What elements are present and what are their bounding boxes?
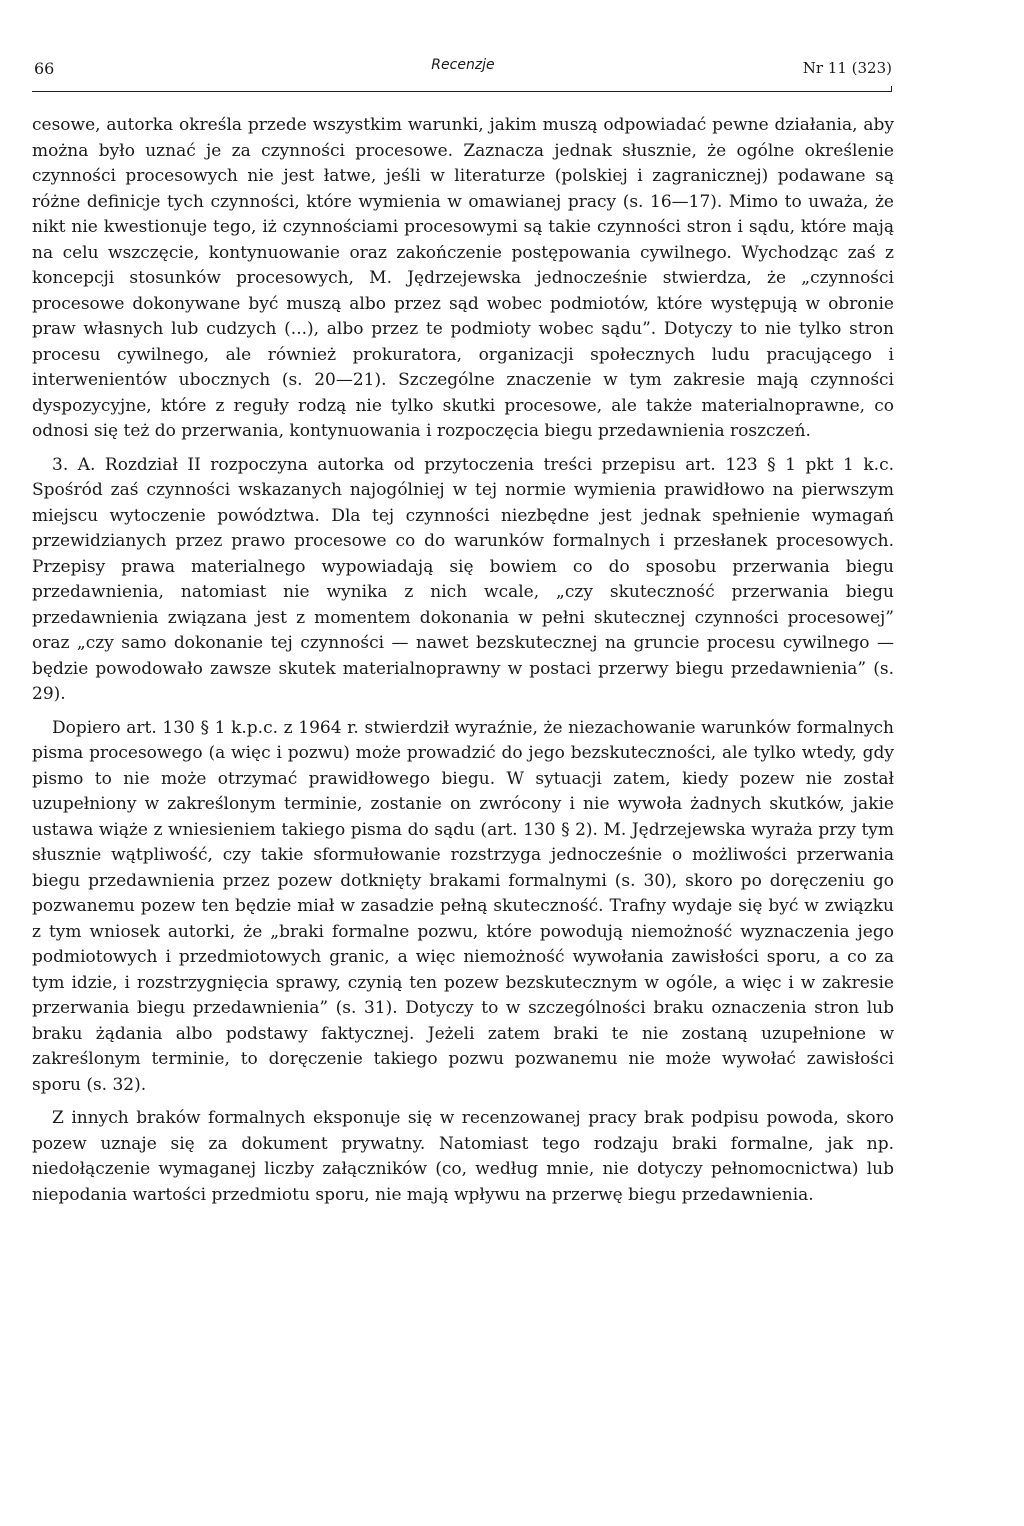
header-rule	[32, 91, 892, 92]
issue-number: Nr 11 (323)	[802, 59, 892, 77]
page-number: 66	[34, 59, 55, 78]
paragraph: Dopiero art. 130 § 1 k.p.c. z 1964 r. stwierdził wyraźnie, że niezachowanie warunków formalnych pisma procesowego (a więc i pozwu) może prowadzić do jego bezskuteczności, ale tylko wtedy, gdy pismo to nie może otrzymać prawidłowego biegu. W sytuacji zatem, kiedy pozew nie został uzupełniony w zakreślonym terminie, zostanie on zwrócony i nie wywoła żadnych skutków, jakie ustawa wiąże z wniesieniem takiego pisma do sądu (art. 130 § 2). M. Jędrzejewska wyraża przy tym słusznie wątpliwość, czy takie sformułowanie rozstrzyga jednocześnie o możliwości przerwania biegu przedawnienia przez pozew dotknięty brakami formalnymi (s. 30), skoro po doręczeniu go pozwanemu pozew ten będzie miał w zasadzie pełną skuteczność. Trafny wydaje się być w związku z tym wniosek autorki, że „braki formalne pozwu, które powodują niemożność wyznaczenia jego podmiotowych i przedmiotowych granic, a więc niemożność wywołania zawisłości sporu, a co za tym idzie, i rozstrzygnięcia sprawy, czynią ten pozew bezskutecznym w ogóle, a więc i w zakresie przerwania biegu przedawnienia” (s. 31). Dotyczy to w szczególności braku oznaczenia stron lub braku żądania albo podstawy faktycznej. Jeżeli zatem braki te nie zostaną uzupełnione w zakreślonym terminie, to doręczenie takiego pozwu pozwanemu nie może wywołać zawisłości sporu (s. 32).	[32, 717, 894, 1095]
section-title: Recenzje	[431, 57, 495, 73]
running-header	[32, 57, 894, 83]
paragraph: Z innych braków formalnych eksponuje się w recenzowanej pracy brak podpisu powoda, skoro pozew uznaje się za dokument prywatny. Natomiast tego rodzaju braki formalne, jak np. niedołączenie wymaganej liczby załączników (co, według mnie, nie dotyczy pełnomocnictwa) lub niepodania wartości przedmiotu sporu, nie mają wpływu na przerwę biegu przedawnienia.	[32, 1108, 894, 1205]
paragraph: 3. A. Rozdział II rozpoczyna autorka od przytoczenia treści przepisu art. 123 § 1 pkt 1 k.c. Spośród zaś czynności wskazanych najogólniej w tej normie wymienia prawidłowo na pierwszym miejscu wytoczenie powództwa. Dla tej czynności niezbędne jest jednak spełnienie wymagań przewidzianych przez prawo procesowe co do warunków formalnych i przesłanek procesowych. Przepisy prawa materialnego wypowiadają się bowiem co do sposobu przerwania biegu przedawnienia, natomiast nie wynika z nich wcale, „czy skuteczność przerwania biegu przedawnienia związana jest z momentem dokonania w pełni skutecznej czynności procesowej” oraz „czy samo dokonanie tej czynności — nawet bezskutecznej na gruncie procesu cywilnego — będzie powodowało zawsze skutek materialnoprawny w postaci przerwy biegu przedawnienia” (s. 29).	[32, 454, 894, 704]
paragraph: cesowe, autorka określa przede wszystkim warunki, jakim muszą odpowiadać pewne działania, aby można było uznać je za czynności procesowe. Zaznacza jednak słusznie, że ogólne określenie czynności procesowych nie jest łatwe, jeśli w literaturze (polskiej i zagranicznej) podawane są różne definicje tych czynności, które wymienia w omawianej pracy (s. 16—17). Mimo to uważa, że nikt nie kwestionuje tego, iż czynnościami procesowymi są takie czynności stron i sądu, które mają na celu wszczęcie, kontynuowanie oraz zakończenie postępowania cywilnego. Wychodząc zaś z koncepcji stosunków procesowych, M. Jędrzejewska jednocześnie stwierdza, że „czynności procesowe dokonywane być muszą albo przez sąd wobec podmiotów, które występują w obronie praw własnych lub cudzych (...), albo przez te podmioty wobec sądu”. Dotyczy to nie tylko stron procesu cywilnego, ale również prokuratora, organizacji społecznych ludu pracującego i interwenientów ubocznych (s. 20—21). Szczególne znaczenie w tym zakresie mają czynności dyspozycyjne, które z reguły rodzą nie tylko skutki procesowe, ale także materialnoprawne, co odnosi się też do przerwania, kontynuowania i rozpoczęcia biegu przedawnienia roszczeń.	[32, 115, 894, 441]
article-body	[32, 113, 894, 1208]
